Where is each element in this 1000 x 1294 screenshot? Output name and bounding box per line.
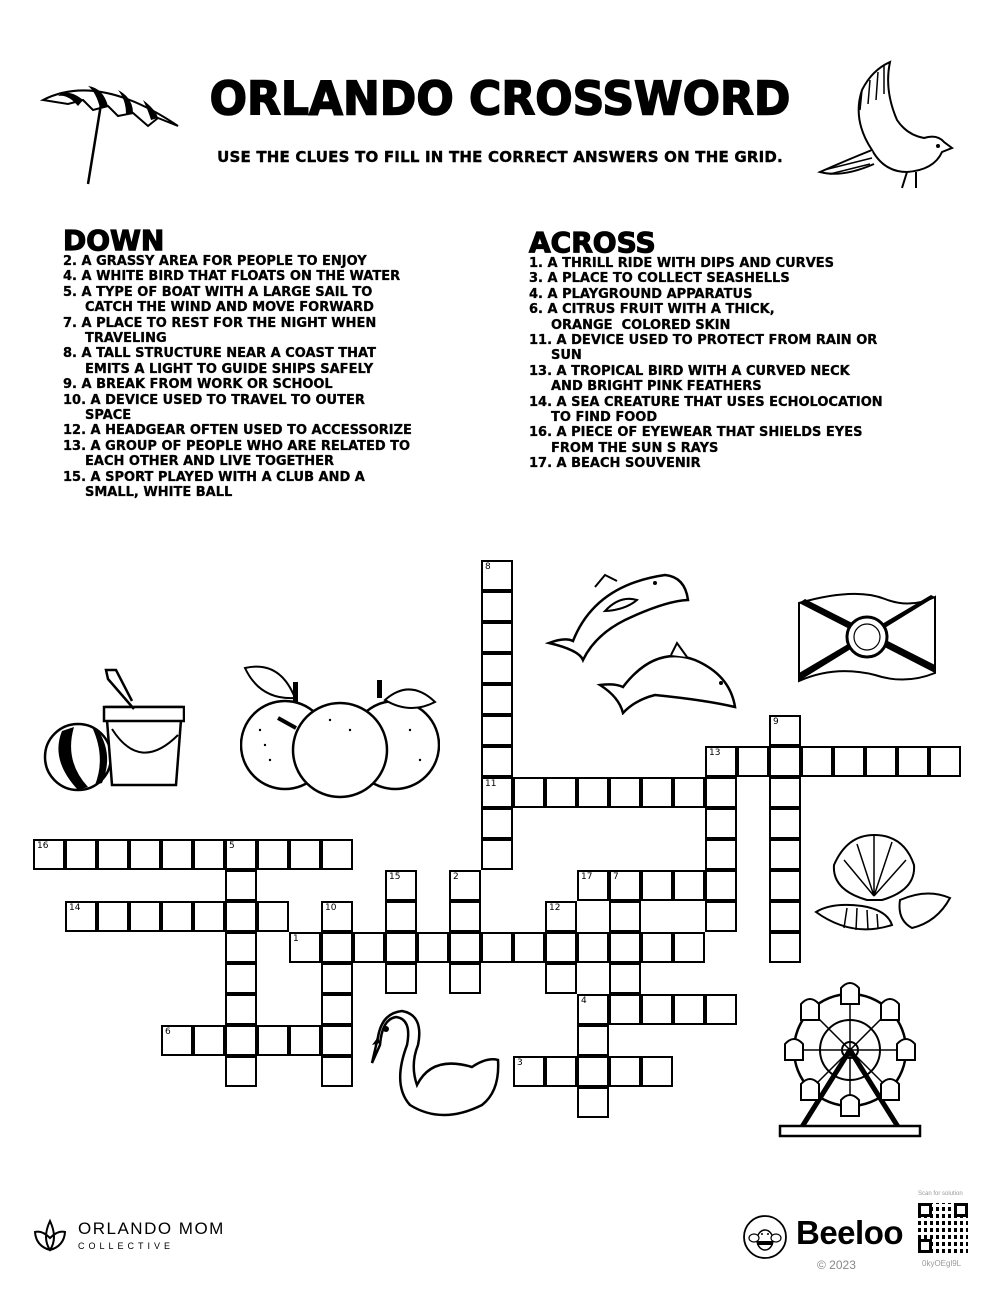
grid-cell[interactable]	[641, 870, 673, 901]
across-clue-17	[529, 456, 949, 471]
clue-text: 12. A HEADGEAR OFTEN USED TO ACCESSORIZE	[63, 423, 412, 439]
clue-text: 1. A THRILL RIDE WITH DIPS AND CURVES	[529, 256, 834, 271]
clue-text: 11. A DEVICE USED TO PROTECT FROM RAIN OR	[529, 333, 878, 349]
down-clue-8	[63, 346, 463, 377]
grid-cell[interactable]	[321, 1056, 353, 1087]
grid-cell[interactable]	[481, 932, 513, 963]
grid-cell[interactable]	[577, 1025, 609, 1056]
beach-umbrella-icon	[38, 78, 183, 188]
clue-text: 17. A BEACH SOUVENIR	[529, 456, 701, 472]
cell-number: 4	[581, 996, 587, 1006]
grid-cell[interactable]	[577, 932, 609, 963]
grid-cell[interactable]	[225, 839, 257, 870]
grid-cell[interactable]	[545, 1056, 577, 1087]
down-clue-15	[63, 470, 463, 501]
grid-cell[interactable]	[321, 1025, 353, 1056]
beeloo-wordmark: Beeloo	[796, 1214, 904, 1251]
grid-cell[interactable]	[673, 777, 705, 808]
across-clue-6	[529, 302, 949, 333]
grid-cell[interactable]	[609, 901, 641, 932]
clue-text: 15. A SPORT PLAYED WITH A CLUB AND A	[63, 469, 365, 485]
grid-cell[interactable]	[481, 715, 513, 746]
down-clues-section	[63, 224, 463, 501]
grid-cell[interactable]	[673, 994, 705, 1025]
grid-cell[interactable]	[705, 870, 737, 901]
grid-cell[interactable]	[481, 839, 513, 870]
grid-cell[interactable]	[193, 1025, 225, 1056]
cell-number: 9	[773, 717, 779, 727]
grid-cell[interactable]	[641, 1056, 673, 1087]
clue-text-continued: EACH OTHER AND LIVE TOGETHER	[85, 454, 335, 470]
grid-cell[interactable]	[769, 808, 801, 839]
grid-cell[interactable]	[97, 901, 129, 932]
grid-cell[interactable]	[257, 839, 289, 870]
grid-cell[interactable]	[513, 1056, 545, 1087]
grid-cell[interactable]	[481, 746, 513, 777]
grid-cell[interactable]	[545, 777, 577, 808]
clue-text-continued: SUN	[551, 348, 582, 364]
clue-text: 13. A GROUP OF PEOPLE WHO ARE RELATED TO	[63, 438, 411, 454]
grid-cell[interactable]	[609, 777, 641, 808]
clue-text: 3. A PLACE TO COLLECT SEASHELLS	[529, 271, 790, 287]
across-clue-4	[529, 287, 949, 302]
grid-cell[interactable]	[769, 746, 801, 777]
down-clue-list	[63, 254, 463, 501]
grid-cell[interactable]	[321, 839, 353, 870]
across-clues-section	[529, 226, 949, 472]
clue-text-continued: AND BRIGHT PINK FEATHERS	[551, 379, 762, 395]
down-clue-5	[63, 285, 463, 316]
down-clue-12	[63, 423, 463, 438]
grid-cell[interactable]	[481, 808, 513, 839]
grid-cell[interactable]	[673, 932, 705, 963]
copyright-text: © 2023	[817, 1258, 856, 1272]
grid-cell[interactable]	[577, 994, 609, 1025]
clue-text: 7. A PLACE TO REST FOR THE NIGHT WHEN	[63, 315, 377, 331]
grid-cell[interactable]	[257, 901, 289, 932]
cell-number: 2	[453, 872, 459, 882]
grid-cell[interactable]	[321, 994, 353, 1025]
across-clue-16	[529, 425, 949, 456]
page-title: ORLANDO CROSSWORD	[209, 72, 791, 127]
clue-text-continued: EMITS A LIGHT TO GUIDE SHIPS SAFELY	[85, 361, 374, 377]
grid-cell[interactable]	[289, 1025, 321, 1056]
qr-finder-bl	[918, 1239, 932, 1253]
clue-text-continued: SMALL, WHITE BALL	[85, 485, 233, 501]
grid-cell[interactable]	[417, 932, 449, 963]
grid-cell[interactable]	[481, 591, 513, 622]
qr-caption: Scan for solution	[918, 1191, 963, 1197]
cell-number: 8	[485, 562, 491, 572]
grid-cell[interactable]	[769, 901, 801, 932]
clue-text: 14. A SEA CREATURE THAT USES ECHOLOCATION	[529, 394, 883, 410]
cell-number: 16	[37, 841, 49, 851]
grid-cell[interactable]	[865, 746, 897, 777]
grid-cell[interactable]	[385, 901, 417, 932]
down-clue-9	[63, 377, 463, 392]
grid-cell[interactable]	[161, 839, 193, 870]
across-clue-1	[529, 256, 949, 271]
cell-number: 17	[581, 872, 593, 882]
grid-cell[interactable]	[705, 839, 737, 870]
grid-cell[interactable]	[609, 994, 641, 1025]
grid-cell[interactable]	[129, 901, 161, 932]
grid-cell[interactable]	[705, 901, 737, 932]
cell-number: 6	[165, 1027, 171, 1037]
cell-number: 15	[389, 872, 401, 882]
grid-cell[interactable]	[129, 839, 161, 870]
grid-cell[interactable]	[289, 839, 321, 870]
across-clue-13	[529, 364, 949, 395]
cell-number: 3	[517, 1058, 523, 1068]
clue-text-continued: SPACE	[85, 408, 132, 424]
clue-text-continued: CATCH THE WIND AND MOVE FORWARD	[85, 300, 374, 316]
grid-cell[interactable]	[449, 901, 481, 932]
grid-cell[interactable]	[609, 870, 641, 901]
grid-cell[interactable]	[385, 932, 417, 963]
swan-icon	[362, 1005, 507, 1135]
across-clue-14	[529, 395, 949, 426]
clue-text: 4. A PLAYGROUND APPARATUS	[529, 286, 753, 302]
clue-text: 6. A CITRUS FRUIT WITH A THICK,	[529, 302, 775, 318]
grid-cell[interactable]	[769, 932, 801, 963]
orlando-mom-collective-logo	[32, 1218, 225, 1252]
down-clue-10	[63, 393, 463, 424]
grid-cell[interactable]	[225, 870, 257, 901]
grid-cell[interactable]	[225, 963, 257, 994]
grid-cell[interactable]	[545, 932, 577, 963]
grid-cell[interactable]	[321, 963, 353, 994]
grid-cell[interactable]	[545, 963, 577, 994]
grid-cell[interactable]	[641, 994, 673, 1025]
down-clue-7	[63, 316, 463, 347]
grid-cell[interactable]	[705, 746, 737, 777]
grid-cell[interactable]	[449, 932, 481, 963]
grid-cell[interactable]	[513, 777, 545, 808]
grid-cell[interactable]	[481, 653, 513, 684]
grid-cell[interactable]	[481, 684, 513, 715]
grid-cell[interactable]	[641, 932, 673, 963]
cell-number: 11	[485, 779, 497, 789]
grid-cell[interactable]	[193, 839, 225, 870]
grid-cell[interactable]	[705, 777, 737, 808]
grid-cell[interactable]	[33, 839, 65, 870]
across-heading: ACROSS	[529, 226, 656, 259]
cell-number: 7	[613, 872, 619, 882]
grid-cell[interactable]	[385, 870, 417, 901]
clue-text: 5. A TYPE OF BOAT WITH A LARGE SAIL TO	[63, 284, 373, 300]
bee-logo-icon	[742, 1214, 788, 1260]
grid-cell[interactable]	[321, 901, 353, 932]
clue-text-continued: FROM THE SUN S RAYS	[551, 440, 719, 456]
clue-text-continued: TRAVELING	[85, 331, 167, 347]
brand-line1: ORLANDO MOM	[78, 1218, 225, 1238]
down-heading: DOWN	[63, 224, 165, 257]
qr-finder-tl	[918, 1203, 932, 1217]
ferris-wheel-icon	[770, 970, 930, 1140]
grid-cell[interactable]	[737, 746, 769, 777]
cell-number: 12	[549, 903, 561, 913]
grid-cell[interactable]	[769, 870, 801, 901]
flying-bird-icon	[812, 60, 957, 195]
across-clue-list	[529, 256, 949, 472]
grid-cell[interactable]	[545, 901, 577, 932]
grid-cell[interactable]	[705, 808, 737, 839]
grid-cell[interactable]	[225, 1056, 257, 1087]
oranges-icon	[240, 660, 440, 800]
florida-flag-icon	[795, 585, 940, 690]
grid-cell[interactable]	[609, 932, 641, 963]
brand-line2: COLLECTIVE	[78, 1240, 175, 1251]
grid-cell[interactable]	[833, 746, 865, 777]
grid-cell[interactable]	[577, 1056, 609, 1087]
grid-cell[interactable]	[225, 932, 257, 963]
grid-cell[interactable]	[641, 777, 673, 808]
grid-cell[interactable]	[65, 901, 97, 932]
grid-cell[interactable]	[289, 932, 321, 963]
grid-cell[interactable]	[449, 963, 481, 994]
clue-text: 16. A PIECE OF EYEWEAR THAT SHIELDS EYES	[529, 425, 863, 441]
grid-cell[interactable]	[385, 963, 417, 994]
grid-cell[interactable]	[577, 777, 609, 808]
cell-number: 10	[325, 903, 337, 913]
qr-code-id: 0kyOEgl9L	[922, 1259, 962, 1268]
grid-cell[interactable]	[161, 901, 193, 932]
grid-cell[interactable]	[65, 839, 97, 870]
clue-text: 9. A BREAK FROM WORK OR SCHOOL	[63, 377, 333, 393]
grid-cell[interactable]	[769, 715, 801, 746]
down-clue-4	[63, 269, 463, 284]
grid-cell[interactable]	[481, 560, 513, 591]
clue-text: 8. A TALL STRUCTURE NEAR A COAST THAT	[63, 346, 376, 362]
grid-cell[interactable]	[673, 870, 705, 901]
grid-cell[interactable]	[97, 839, 129, 870]
grid-cell[interactable]	[897, 746, 929, 777]
down-clue-2	[63, 254, 463, 269]
down-clue-13	[63, 439, 463, 470]
grid-cell[interactable]	[161, 1025, 193, 1056]
cell-number: 1	[293, 934, 299, 944]
clue-text-continued: ORANGE COLORED SKIN	[551, 317, 731, 333]
clue-text: 4. A WHITE BIRD THAT FLOATS ON THE WATER	[63, 269, 401, 285]
grid-cell[interactable]	[609, 1056, 641, 1087]
grid-cell[interactable]	[481, 622, 513, 653]
grid-cell[interactable]	[225, 901, 257, 932]
qr-finder-tr	[954, 1203, 968, 1217]
across-clue-3	[529, 271, 949, 286]
grid-cell[interactable]	[353, 932, 385, 963]
clue-text: 2. A GRASSY AREA FOR PEOPLE TO ENJOY	[63, 254, 367, 269]
grid-cell[interactable]	[225, 994, 257, 1025]
dolphins-icon	[545, 565, 745, 715]
grid-cell[interactable]	[193, 901, 225, 932]
seashells-icon	[812, 830, 957, 940]
cell-number: 5	[229, 841, 235, 851]
page-subtitle: USE THE CLUES TO FILL IN THE CORRECT ANSWERS ON THE GRID.	[217, 148, 783, 166]
across-clue-11	[529, 333, 949, 364]
grid-cell[interactable]	[769, 839, 801, 870]
grid-cell[interactable]	[481, 777, 513, 808]
clue-text: 13. A TROPICAL BIRD WITH A CURVED NECK	[529, 363, 850, 379]
grid-cell[interactable]	[577, 1087, 609, 1118]
cell-number: 13	[709, 748, 721, 758]
grid-cell[interactable]	[801, 746, 833, 777]
grid-cell[interactable]	[769, 777, 801, 808]
grid-cell[interactable]	[225, 1025, 257, 1056]
grid-cell[interactable]	[609, 963, 641, 994]
grid-cell[interactable]	[577, 870, 609, 901]
grid-cell[interactable]	[705, 994, 737, 1025]
grid-cell[interactable]	[257, 1025, 289, 1056]
clue-text: 10. A DEVICE USED TO TRAVEL TO OUTER	[63, 392, 365, 408]
grid-cell[interactable]	[449, 870, 481, 901]
clue-text-continued: TO FIND FOOD	[551, 410, 658, 426]
grid-cell[interactable]	[513, 932, 545, 963]
grid-cell[interactable]	[321, 932, 353, 963]
cell-number: 14	[69, 903, 81, 913]
grid-cell[interactable]	[929, 746, 961, 777]
lotus-icon	[32, 1218, 68, 1252]
beach-ball-bucket-icon	[40, 665, 185, 795]
